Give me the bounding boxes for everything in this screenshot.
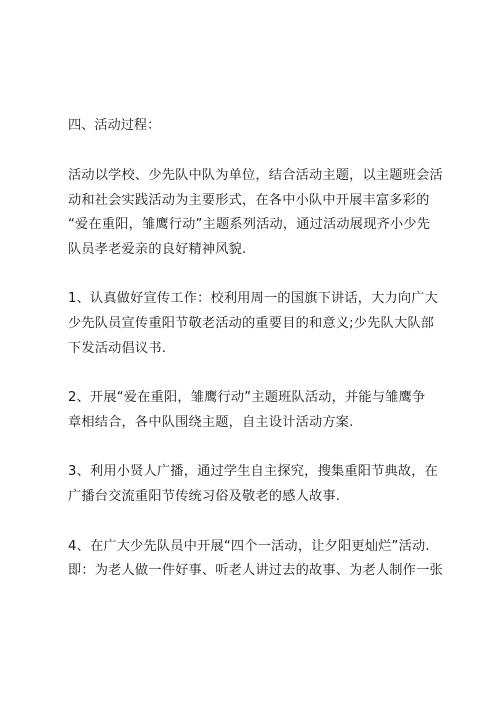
paragraph-line: 活动以学校、少先队中队为单位，结合活动主题，以主题班会活 bbox=[68, 168, 443, 183]
paragraph-item-2 bbox=[68, 386, 452, 435]
paragraph-intro bbox=[68, 164, 452, 262]
paragraph-line: 动和社会实践活动为主要形式，在各中小队中开展丰富多彩的 bbox=[68, 192, 430, 208]
paragraph-line: 队员孝老爱亲的良好精神风貌. bbox=[68, 241, 247, 257]
paragraph-item-3 bbox=[68, 460, 452, 509]
paragraph-item-1 bbox=[68, 287, 452, 361]
paragraph-line: 广播台交流重阳节传统习俗及敬老的感人故事. bbox=[68, 488, 341, 504]
paragraph-line: 3、利用小贤人广播，通过学生自主探究，搜集重阳节典故，在 bbox=[68, 464, 439, 480]
paragraph-line: “爱在重阳，雏鹰行动”主题系列活动，通过活动展现齐小少先 bbox=[68, 217, 431, 233]
paragraph-line: 1、认真做好宣传工作：校利用周一的国旗下讲话，大力向广大 bbox=[68, 291, 439, 307]
section-heading: 四、活动过程： bbox=[68, 118, 161, 133]
paragraph-line: 即：为老人做一件好事、听老人讲过去的故事、为老人制作一张 bbox=[68, 563, 443, 579]
document-body bbox=[68, 113, 452, 609]
paragraph-line: 2、开展“爱在重阳，雏鹰行动”主题班队活动，并能与雏鹰争 bbox=[68, 390, 426, 406]
paragraph-line: 4、在广大少先队员中开展“四个一活动，让夕阳更灿烂”活动. bbox=[68, 538, 430, 554]
paragraph-line: 下发活动倡议书. bbox=[68, 340, 167, 356]
paragraph-line: 章相结合，各中队围绕主题，自主设计活动方案. bbox=[68, 414, 354, 430]
paragraph-line: 少先队员宣传重阳节敬老活动的重要目的和意义;少先队大队部 bbox=[68, 315, 435, 331]
paragraph-item-4 bbox=[68, 535, 452, 584]
